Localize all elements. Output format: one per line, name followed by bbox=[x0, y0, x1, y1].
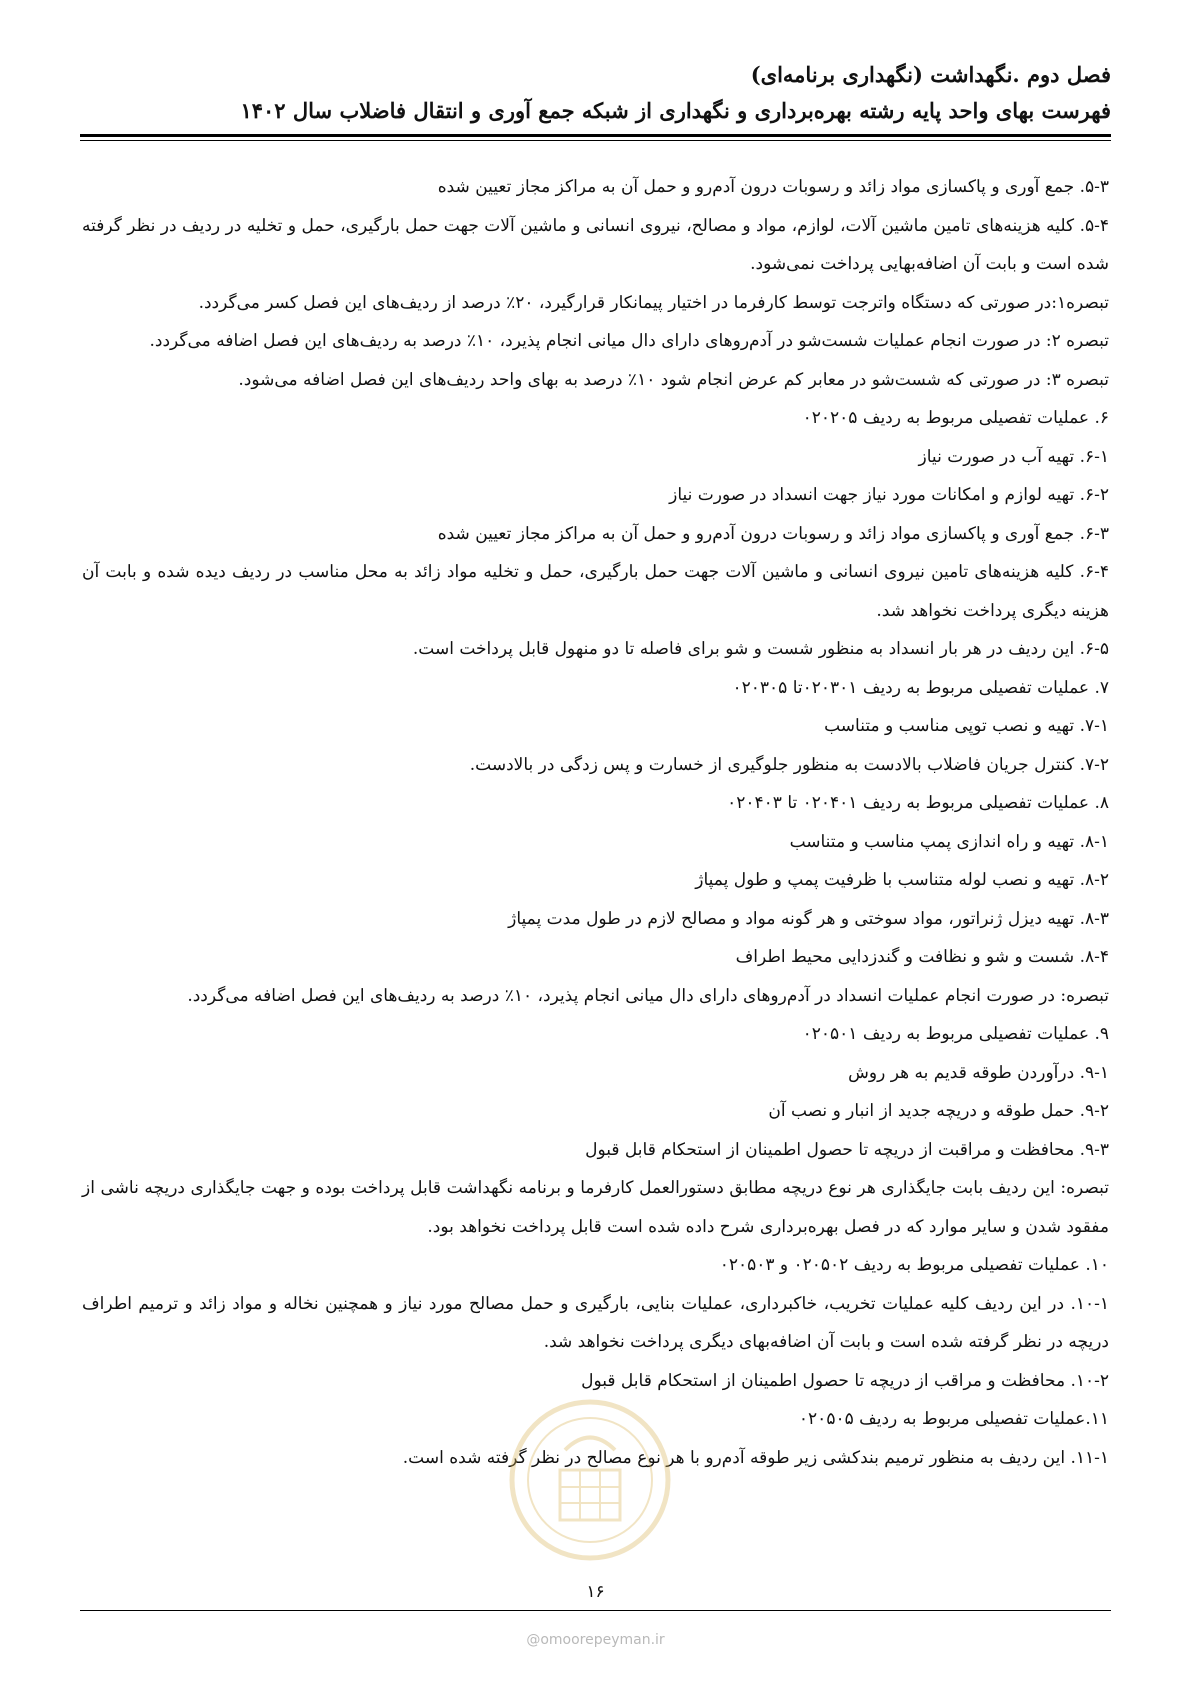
paragraph: ۶-۲. تهیه لوازم و امکانات مورد نیاز جهت انسداد در صورت نیاز bbox=[669, 485, 1109, 505]
chapter-title: فصل دوم .نگهداشت (نگهداری برنامه‌ای) bbox=[750, 62, 1111, 87]
paragraph: ۱۱.عملیات تفصیلی مربوط به ردیف ۰۲۰۵۰۵ bbox=[798, 1409, 1109, 1429]
paragraph: ۸-۲. تهیه و نصب لوله متناسب با ظرفیت پمپ و طول پمپاژ bbox=[695, 870, 1109, 890]
paragraph: تبصره: این ردیف بابت جایگذاری هر نوع دریچه مطابق دستورالعمل کارفرما و برنامه نگهداشت قابل پرداخت بوده و جهت جایگذاری دریچه ناشی از مفقود شدن و سایر موارد که در فصل بهره‌برداری شرح داده شده است قابل پرداخت نخواهد بود. bbox=[82, 1178, 1109, 1237]
paragraph: ۵-۴. کلیه هزینه‌های تامین ماشین آلات، لوازم، مواد و مصالح، نیروی انسانی و ماشین آلات جهت حمل بارگیری، حمل و تخلیه در ردیف در نظر گرفته شده است و بابت آن اضافه‌بهایی پرداخت نمی‌شود. bbox=[82, 215, 1109, 274]
paragraph: ۷. عملیات تفصیلی مربوط به ردیف ۰۲۰۳۰۱تا ۰۲۰۳۰۵ bbox=[732, 677, 1109, 698]
footer-rule bbox=[80, 1610, 1111, 1611]
paragraph: ۸-۱. تهیه و راه اندازی پمپ مناسب و متناسب bbox=[789, 831, 1109, 852]
price-list-title: فهرست بهای واحد پایه رشته بهره‌برداری و نگهداری از شبکه جمع آوری و انتقال فاضلاب سال ۱۴۰۲ bbox=[240, 98, 1111, 123]
paragraph: ۵-۳. جمع آوری و پاکسازی مواد زائد و رسوبات درون آدم‌رو و حمل آن به مراکز مجاز تعیین شده bbox=[437, 177, 1109, 197]
paragraph: ۱۱-۱. این ردیف به منظور ترمیم بندکشی زیر طوقه آدم‌رو با هر نوع مصالح در نظر گرفته شده است. bbox=[402, 1447, 1109, 1468]
paragraph: ۷-۲. کنترل جریان فاضلاب بالادست به منظور جلوگیری از خسارت و پس زدگی در بالادست. bbox=[469, 754, 1109, 775]
paragraph: ۶-۱. تهیه آب در صورت نیاز bbox=[918, 446, 1109, 467]
paragraph: ۸-۴. شست و شو و نظافت و گندزدایی محیط اطراف bbox=[735, 947, 1109, 967]
header-rule-thin bbox=[80, 140, 1111, 141]
paragraph: ۶-۵. این ردیف در هر بار انسداد به منظور شست و شو برای فاصله تا دو منهول قابل پرداخت است. bbox=[412, 639, 1109, 659]
paragraph: ۱۰. عملیات تفصیلی مربوط به ردیف ۰۲۰۵۰۲ و ۰۲۰۵۰۳ bbox=[719, 1255, 1109, 1275]
paragraph: ۷-۱. تهیه و نصب توپی مناسب و متناسب bbox=[824, 716, 1109, 736]
paragraph: ۹. عملیات تفصیلی مربوط به ردیف ۰۲۰۵۰۱ bbox=[802, 1024, 1109, 1044]
page-number: ۱۶ bbox=[586, 1582, 605, 1602]
paragraph: ۱۰-۲. محافظت و مراقب از دریچه تا حصول اطمینان از استحکام قابل قبول bbox=[581, 1370, 1109, 1391]
paragraph: ۹-۱. درآوردن طوقه قدیم به هر روش bbox=[848, 1062, 1109, 1083]
document-body bbox=[82, 168, 1109, 1477]
paragraph: ۸. عملیات تفصیلی مربوط به ردیف ۰۲۰۴۰۱ تا ۰۲۰۴۰۳ bbox=[727, 793, 1109, 813]
paragraph: تبصره۱:در صورتی که دستگاه واترجت توسط کارفرما در اختیار پیمانکار قرارگیرد، ۲۰٪ درصد از ردیف‌های این فصل کسر می‌گردد. bbox=[198, 292, 1109, 313]
paragraph: ۶-۴. کلیه هزینه‌های تامین نیروی انسانی و ماشین آلات جهت حمل بارگیری، حمل و تخلیه مواد زائد به محل مناسب در ردیف دیده شده و بابت آن هزینه دیگری پرداخت نخواهد شد. bbox=[82, 562, 1109, 621]
paragraph: ۱۰-۱. در این ردیف کلیه عملیات تخریب، خاکبرداری، عملیات بنایی، بارگیری و حمل مصالح مورد نیاز و همچنین نخاله و مواد زائد و ترمیم اطراف دریچه در نظر گرفته شده است و بابت آن اضافه‌بهای دیگری پرداخت نخواهد شد. bbox=[82, 1293, 1109, 1352]
paragraph: ۸-۳. تهیه دیزل ژنراتور، مواد سوختی و هر گونه مواد و مصالح لازم در طول مدت پمپاژ bbox=[508, 908, 1109, 929]
paragraph: تبصره: در صورت انجام عملیات انسداد در آدم‌روهای دارای دال میانی انجام پذیرد، ۱۰٪ درصد به ردیف‌های این فصل اضافه می‌گردد. bbox=[187, 985, 1109, 1006]
paragraph: تبصره ۳: در صورتی که شست‌شو در معابر کم عرض انجام شود ۱۰٪ درصد به بهای واحد ردیف‌های این فصل اضافه می‌شود. bbox=[238, 369, 1109, 390]
page-header bbox=[80, 58, 1111, 128]
paragraph: تبصره ۲: در صورت انجام عملیات شست‌شو در آدم‌روهای دارای دال میانی انجام پذیرد، ۱۰٪ درصد به ردیف‌های این فصل اضافه می‌گردد. bbox=[149, 331, 1109, 351]
header-rule-thick bbox=[80, 134, 1111, 137]
paragraph: ۹-۳. محافظت و مراقبت از دریچه تا حصول اطمینان از استحکام قابل قبول bbox=[585, 1139, 1109, 1160]
paragraph: ۹-۲. حمل طوقه و دریچه جدید از انبار و نصب آن bbox=[768, 1101, 1109, 1121]
paragraph: ۶. عملیات تفصیلی مربوط به ردیف ۰۲۰۲۰۵ bbox=[802, 408, 1109, 428]
paragraph: ۶-۳. جمع آوری و پاکسازی مواد زائد و رسوبات درون آدم‌رو و حمل آن به مراکز مجاز تعیین شده bbox=[437, 523, 1109, 544]
website-watermark: @omoorepeyman.ir bbox=[526, 1632, 665, 1648]
